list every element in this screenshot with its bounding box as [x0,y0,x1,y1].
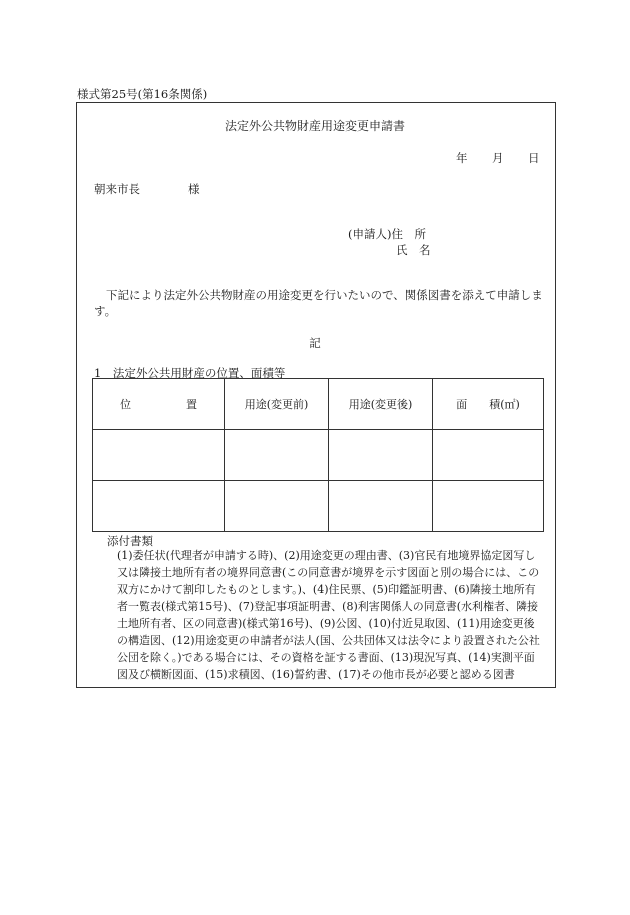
table-cell-location[interactable] [93,481,225,532]
applicant-name-label: 氏 名 [396,243,431,257]
property-table [92,378,544,532]
table-cell-use-after[interactable] [329,481,433,532]
header-use-before: 用途(変更前) [225,379,329,430]
table-cell-use-after[interactable] [329,430,433,481]
table-row [93,430,544,481]
header-location: 位 置 [93,379,225,430]
table-header-row [93,379,544,430]
ki-heading: 記 [309,336,321,350]
applicant-address-label: (申請人)住 所 [348,227,426,241]
attachments-list: (1)委任状(代理者が申請する時)、(2)用途変更の理由書、(3)官民有地境界協定図写し又は隣接土地所有者の境界同意書(この同意書が境界を示す図面と別の場合には、この双方にかけて割印したものとします。)、(4)住民票、(5)印鑑証明書、(6)隣接土地所有者一覧表(様式第15号)、(7)登記事項証明書、(8)利害関係人の同意書(水利権者、隣接土地所有者、区の同意書)(様式第16号)、(9)公図、(10)付近見取図、(11)用途変更後の構造図、(12)用途変更の申請者が法人(国、公共団体又は法令により設置された公社公団を除く。)である場合には、その資格を証する書面、(13)現況写真、(14)実測平面図及び横断図面、(15)求積図、(16)誓約書、(17)その他市長が必要と認める図書 [117,549,540,681]
section-1-heading: 1 法定外公共用財産の位置、面積等 [94,366,286,380]
attachments-heading: 添付書類 [107,534,153,548]
table-row [93,481,544,532]
honorific: 様 [188,182,200,196]
addressee: 朝来市長 [94,182,140,196]
table-cell-area[interactable] [433,481,544,532]
date-day-label: 日 [528,151,540,165]
table-cell-area[interactable] [433,430,544,481]
header-use-after: 用途(変更後) [329,379,433,430]
table-cell-location[interactable] [93,430,225,481]
request-statement [94,287,546,319]
table-cell-use-before[interactable] [225,430,329,481]
table-cell-use-before[interactable] [225,481,329,532]
date-month-label: 月 [492,151,504,165]
document-title: 法定外公共物財産用途変更申請書 [224,119,405,133]
date-year-label: 年 [456,151,468,165]
header-area: 面 積(㎡) [433,379,544,430]
request-text: 下記により法定外公共物財産の用途変更を行いたいので、関係図書を添えて申請します。 [94,288,543,318]
form-number: 様式第25号(第16条関係) [77,87,208,101]
